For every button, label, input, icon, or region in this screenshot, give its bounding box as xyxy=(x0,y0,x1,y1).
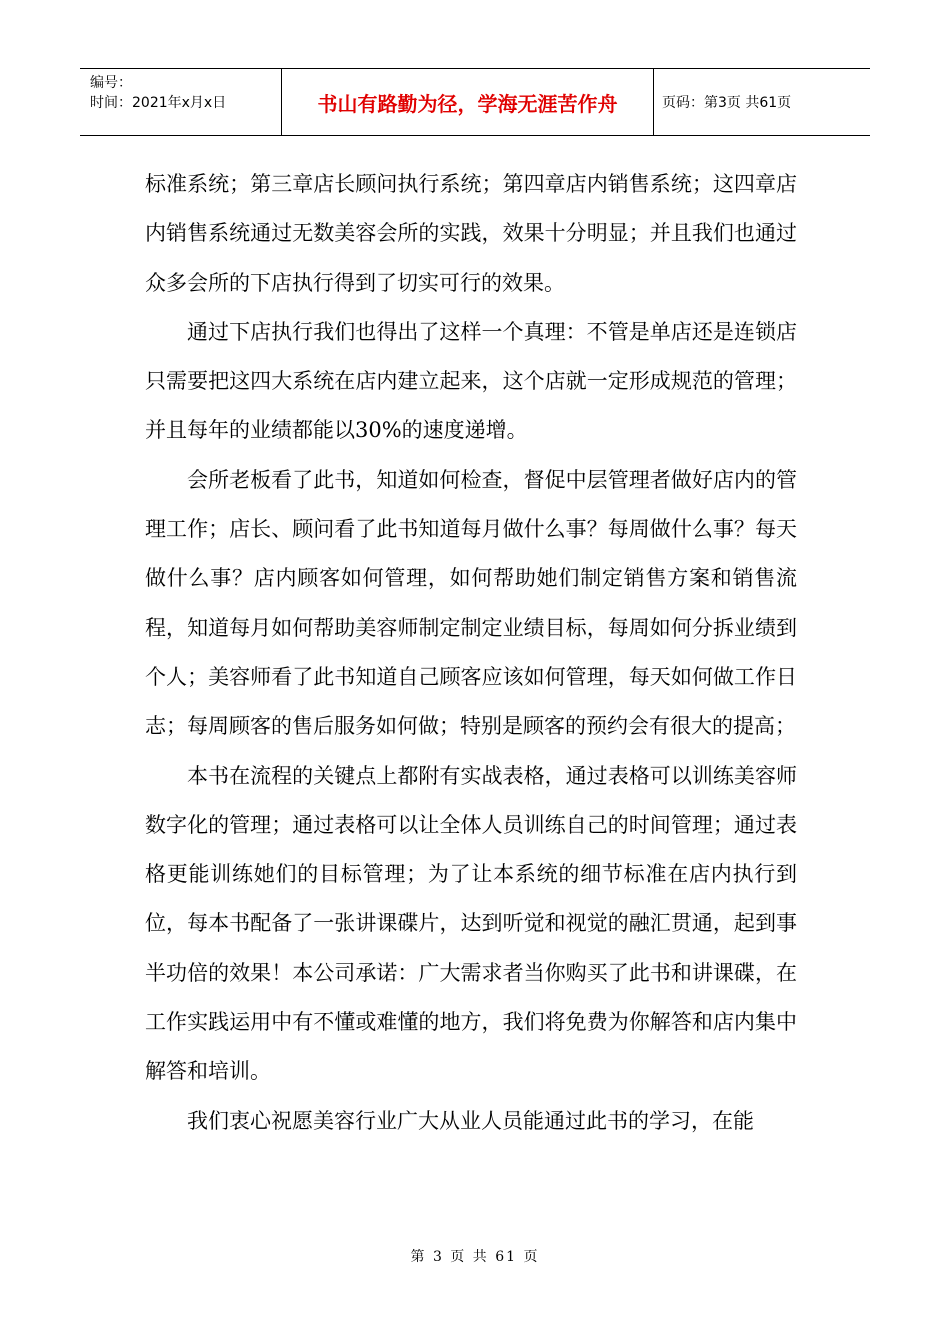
paragraph: 标准系统；第三章店长顾问执行系统；第四章店内销售系统；这四章店内销售系统通过无数美容会所的实践，效果十分明显；并且我们也通过众多会所的下店执行得到了切实可行的效果。 xyxy=(145,172,797,295)
document-time-label: 时间：2021年x月x日 xyxy=(90,95,227,111)
header-motto: 书山有路勤为径，学海无涯苦作舟 xyxy=(282,69,654,135)
page-footer: 第 3 页 共 61 页 xyxy=(410,1249,540,1265)
header-page-code: 页码：第3页 共61页 xyxy=(662,95,792,111)
page-header xyxy=(80,68,870,136)
paragraph: 通过下店执行我们也得出了这样一个真理：不管是单店还是连锁店只需要把这四大系统在店内建立起来，这个店就一定形成规范的管理；并且每年的业绩都能以30%的速度递增。 xyxy=(145,319,797,443)
document-body xyxy=(145,160,797,1146)
paragraph: 我们衷心祝愿美容行业广大从业人员能通过此书的学习，在能 xyxy=(187,1108,754,1133)
document-number-label: 编号： xyxy=(90,75,132,91)
paragraph: 会所老板看了此书，知道如何检查，督促中层管理者做好店内的管理工作；店长、顾问看了此书知道每月做什么事？每周做什么事？每天做什么事？店内顾客如何管理，如何帮助她们制定销售方案和销售流程，知道每月如何帮助美容师制定制定业绩目标，每周如何分拆业绩到个人；美容师看了此书知道自己顾客应该如何管理，每天如何做工作日志；每周顾客的售后服务如何做；特别是顾客的预约会有很大的提高； xyxy=(145,467,797,739)
header-meta xyxy=(80,69,282,135)
paragraph: 本书在流程的关键点上都附有实战表格，通过表格可以训练美容师数字化的管理；通过表格可以让全体人员训练自己的时间管理；通过表格更能训练她们的目标管理；为了让本系统的细节标准在店内执行到位，每本书配备了一张讲课碟片，达到听觉和视觉的融汇贯通，起到事半功倍的效果！本公司承诺：广大需求者当你购买了此书和讲课碟，在工作实践运用中有不懂或难懂的地方，我们将免费为你解答和店内集中解答和培训。 xyxy=(145,763,797,1084)
